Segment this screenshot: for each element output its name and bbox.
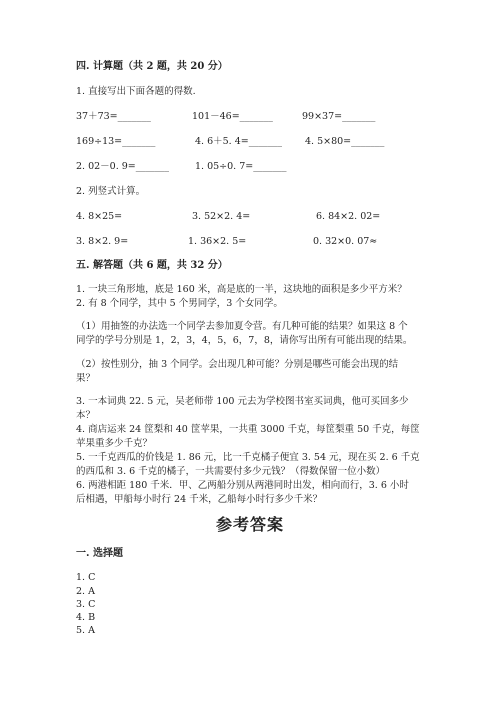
problem-line: （2）按性别分，抽 3 个同学。会出现几种可能？分别是哪些可能会出现的结: [76, 359, 399, 370]
q2-prompt: 2. 列竖式计算。: [76, 186, 146, 197]
q1-item: 4. 6＋5. 4=_______: [195, 136, 282, 147]
problem-line: 苹果重多少千克？: [76, 438, 153, 449]
problem-line: 3. 一本词典 22. 5 元，吴老师带 100 元去为学校图书室买词典，他可买回多少: [76, 396, 409, 407]
answer-item: 5. A: [76, 625, 95, 636]
q1-item: 1. 05÷0. 7=_______: [195, 161, 287, 172]
problem-line: 后相遇，甲船每小时行 24 千米，乙船每小时行多少千米？: [76, 494, 323, 505]
answers-section-heading: 一. 选择题: [76, 548, 123, 559]
q2-item: 3. 52×2. 4=: [192, 211, 251, 222]
problem-line: 1. 一块三角形地，底是 160 米，高是底的一半，这块地的面积是多少平方米？: [76, 284, 407, 295]
problem-line: 2. 有 8 个同学，其中 5 个男同学，3 个女同学。: [76, 298, 283, 309]
problem-line: 5. 一千克西瓜的价钱是 1. 86 元，比一千克橘子便宜 3. 54 元，现在买 2. 6 千克: [76, 452, 420, 463]
answer-item: 1. C: [76, 572, 96, 583]
answer-item: 2. A: [76, 586, 95, 597]
q2-item: 3. 8×2. 9=: [76, 236, 129, 247]
q2-item: 4. 8×25=: [76, 211, 123, 222]
problem-line: （1）用抽签的办法选一个同学去参加夏令营。有几种可能的结果？如果这 8 个: [76, 321, 408, 332]
q1-item: 101－46=_______: [192, 111, 273, 122]
answer-item: 4. B: [76, 612, 96, 623]
q1-item: 4. 5×80=_______: [305, 136, 385, 147]
q1-prompt: 1. 直接写出下面各题的得数.: [76, 86, 196, 97]
section5-heading: 五. 解答题（共 6 题，共 32 分）: [76, 260, 228, 271]
q1-item: 37＋73=_______: [76, 111, 151, 122]
q1-item: 169÷13=_______: [76, 136, 156, 147]
answer-item: 3. C: [76, 599, 96, 610]
section4-heading: 四. 计算题（共 2 题，共 20 分）: [76, 61, 228, 72]
q2-item: 1. 36×2. 5=: [188, 236, 247, 247]
q1-item: 99×37=_______: [302, 111, 376, 122]
answers-title: 参考答案: [215, 515, 284, 534]
q2-item: 6. 84×2. 02=: [316, 211, 381, 222]
problem-line: 果？: [76, 373, 96, 384]
problem-line: 的西瓜和 3. 6 千克的橘子，一共需要付多少元钱？（得数保留一位小数）: [76, 466, 386, 477]
problem-line: 4. 商店运来 24 筐梨和 40 筐苹果，一共重 3000 千克，每筐梨重 50 千克，每筐: [76, 424, 420, 435]
problem-line: 本？: [76, 410, 96, 421]
q1-item: 2. 02－0. 9=_______: [76, 161, 170, 172]
problem-line: 6. 两港相距 180 千米．甲、乙两船分别从两港同时出发，相向而行，3. 6 小时: [76, 480, 409, 491]
q2-item: 0. 32×0. 07≈: [313, 236, 378, 247]
problem-line: 同学的学号分别是 1，2，3，4，5，6，7，8，请你写出所有可能出现的结果。: [76, 335, 413, 346]
